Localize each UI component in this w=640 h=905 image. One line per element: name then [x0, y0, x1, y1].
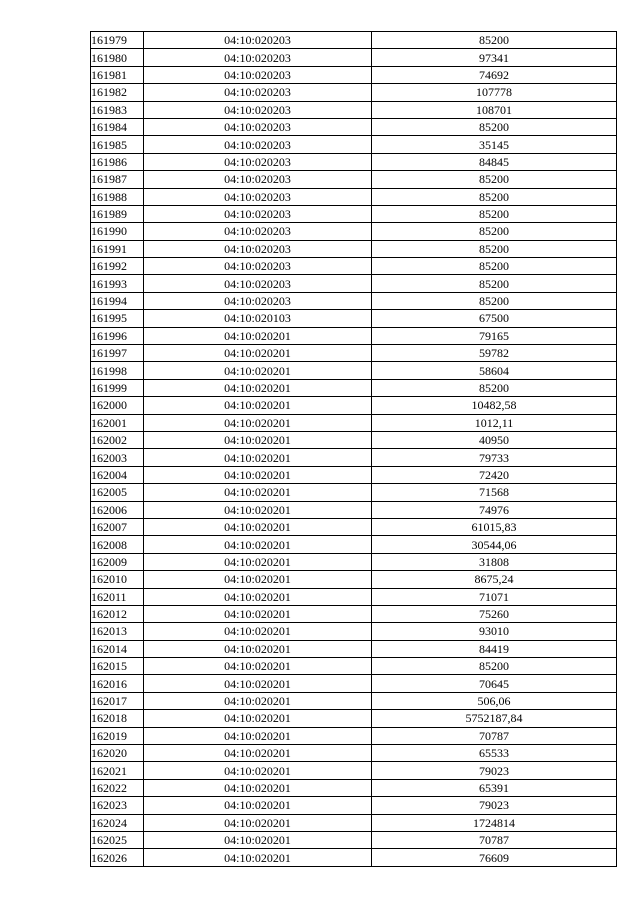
table-row — [91, 623, 617, 640]
row-id-cell: 161999 — [91, 379, 144, 396]
table-row — [91, 379, 617, 396]
table-row — [91, 710, 617, 727]
row-id-cell: 161992 — [91, 258, 144, 275]
value-cell: 97341 — [372, 49, 617, 66]
cadastral-code-cell: 04:10:020201 — [144, 831, 372, 848]
value-cell: 79165 — [372, 327, 617, 344]
cadastral-code-cell: 04:10:020201 — [144, 553, 372, 570]
row-id-cell: 162005 — [91, 484, 144, 501]
row-id-cell: 162015 — [91, 658, 144, 675]
value-cell: 85200 — [372, 258, 617, 275]
value-cell: 85200 — [372, 171, 617, 188]
table-row — [91, 814, 617, 831]
row-id-cell: 162010 — [91, 571, 144, 588]
row-id-cell: 161983 — [91, 101, 144, 118]
cadastral-code-cell: 04:10:020203 — [144, 49, 372, 66]
row-id-cell: 161981 — [91, 66, 144, 83]
value-cell: 74692 — [372, 66, 617, 83]
cadastral-code-cell: 04:10:020203 — [144, 275, 372, 292]
row-id-cell: 161996 — [91, 327, 144, 344]
table-row — [91, 136, 617, 153]
cadastral-code-cell: 04:10:020201 — [144, 466, 372, 483]
row-id-cell: 162002 — [91, 431, 144, 448]
cadastral-code-cell: 04:10:020203 — [144, 66, 372, 83]
row-id-cell: 162006 — [91, 501, 144, 518]
cadastral-code-cell: 04:10:020201 — [144, 797, 372, 814]
data-table — [90, 31, 617, 867]
table-row — [91, 466, 617, 483]
table-row — [91, 449, 617, 466]
cadastral-code-cell: 04:10:020201 — [144, 605, 372, 622]
row-id-cell: 162020 — [91, 745, 144, 762]
value-cell: 65533 — [372, 745, 617, 762]
value-cell: 70787 — [372, 727, 617, 744]
row-id-cell: 161991 — [91, 240, 144, 257]
table-row — [91, 849, 617, 866]
table-row — [91, 692, 617, 709]
value-cell: 79023 — [372, 797, 617, 814]
table-row — [91, 153, 617, 170]
table-row — [91, 797, 617, 814]
table-row — [91, 275, 617, 292]
value-cell: 79023 — [372, 762, 617, 779]
value-cell: 65391 — [372, 779, 617, 796]
cadastral-code-cell: 04:10:020203 — [144, 188, 372, 205]
cadastral-code-cell: 04:10:020201 — [144, 640, 372, 657]
cadastral-code-cell: 04:10:020201 — [144, 692, 372, 709]
row-id-cell: 161989 — [91, 205, 144, 222]
value-cell: 30544,06 — [372, 536, 617, 553]
cadastral-code-cell: 04:10:020203 — [144, 171, 372, 188]
cadastral-code-cell: 04:10:020203 — [144, 223, 372, 240]
cadastral-code-cell: 04:10:020203 — [144, 240, 372, 257]
table-row — [91, 588, 617, 605]
row-id-cell: 162017 — [91, 692, 144, 709]
value-cell: 85200 — [372, 379, 617, 396]
row-id-cell: 162013 — [91, 623, 144, 640]
row-id-cell: 161984 — [91, 118, 144, 135]
table-row — [91, 258, 617, 275]
value-cell: 107778 — [372, 84, 617, 101]
table-row — [91, 66, 617, 83]
cadastral-code-cell: 04:10:020201 — [144, 849, 372, 866]
table-row — [91, 831, 617, 848]
table-row — [91, 658, 617, 675]
value-cell: 75260 — [372, 605, 617, 622]
row-id-cell: 161979 — [91, 32, 144, 49]
row-id-cell: 161986 — [91, 153, 144, 170]
table-row — [91, 501, 617, 518]
cadastral-code-cell: 04:10:020201 — [144, 518, 372, 535]
table-row — [91, 414, 617, 431]
cadastral-code-cell: 04:10:020201 — [144, 414, 372, 431]
table-row — [91, 205, 617, 222]
table-row — [91, 101, 617, 118]
row-id-cell: 161997 — [91, 345, 144, 362]
value-cell: 58604 — [372, 362, 617, 379]
value-cell: 31808 — [372, 553, 617, 570]
cadastral-code-cell: 04:10:020201 — [144, 397, 372, 414]
value-cell: 85200 — [372, 240, 617, 257]
value-cell: 59782 — [372, 345, 617, 362]
table-row — [91, 310, 617, 327]
value-cell: 85200 — [372, 223, 617, 240]
value-cell: 85200 — [372, 188, 617, 205]
cadastral-code-cell: 04:10:020203 — [144, 118, 372, 135]
table-row — [91, 32, 617, 49]
table-row — [91, 727, 617, 744]
cadastral-code-cell: 04:10:020201 — [144, 745, 372, 762]
table-row — [91, 605, 617, 622]
row-id-cell: 162018 — [91, 710, 144, 727]
row-id-cell: 161987 — [91, 171, 144, 188]
cadastral-code-cell: 04:10:020103 — [144, 310, 372, 327]
value-cell: 506,06 — [372, 692, 617, 709]
value-cell: 84419 — [372, 640, 617, 657]
table-body — [91, 32, 617, 867]
cadastral-code-cell: 04:10:020203 — [144, 153, 372, 170]
value-cell: 71071 — [372, 588, 617, 605]
table-row — [91, 762, 617, 779]
cadastral-code-cell: 04:10:020201 — [144, 571, 372, 588]
row-id-cell: 161982 — [91, 84, 144, 101]
row-id-cell: 162024 — [91, 814, 144, 831]
row-id-cell: 162008 — [91, 536, 144, 553]
table-row — [91, 571, 617, 588]
table-row — [91, 188, 617, 205]
row-id-cell: 162026 — [91, 849, 144, 866]
value-cell: 1012,11 — [372, 414, 617, 431]
table-row — [91, 292, 617, 309]
table-row — [91, 223, 617, 240]
row-id-cell: 162003 — [91, 449, 144, 466]
row-id-cell: 161998 — [91, 362, 144, 379]
table-row — [91, 49, 617, 66]
cadastral-code-cell: 04:10:020201 — [144, 431, 372, 448]
table-row — [91, 675, 617, 692]
cadastral-code-cell: 04:10:020201 — [144, 779, 372, 796]
row-id-cell: 162001 — [91, 414, 144, 431]
value-cell: 85200 — [372, 292, 617, 309]
row-id-cell: 162025 — [91, 831, 144, 848]
row-id-cell: 162012 — [91, 605, 144, 622]
table-row — [91, 118, 617, 135]
value-cell: 10482,58 — [372, 397, 617, 414]
row-id-cell: 161993 — [91, 275, 144, 292]
table-row — [91, 484, 617, 501]
row-id-cell: 161988 — [91, 188, 144, 205]
value-cell: 40950 — [372, 431, 617, 448]
value-cell: 108701 — [372, 101, 617, 118]
cadastral-code-cell: 04:10:020201 — [144, 362, 372, 379]
value-cell: 93010 — [372, 623, 617, 640]
cadastral-code-cell: 04:10:020201 — [144, 501, 372, 518]
row-id-cell: 161995 — [91, 310, 144, 327]
value-cell: 85200 — [372, 205, 617, 222]
value-cell: 71568 — [372, 484, 617, 501]
cadastral-code-cell: 04:10:020203 — [144, 136, 372, 153]
cadastral-code-cell: 04:10:020201 — [144, 536, 372, 553]
row-id-cell: 162011 — [91, 588, 144, 605]
table-row — [91, 362, 617, 379]
cadastral-code-cell: 04:10:020203 — [144, 258, 372, 275]
table-row — [91, 431, 617, 448]
cadastral-code-cell: 04:10:020201 — [144, 449, 372, 466]
value-cell: 61015,83 — [372, 518, 617, 535]
value-cell: 5752187,84 — [372, 710, 617, 727]
cadastral-code-cell: 04:10:020201 — [144, 623, 372, 640]
value-cell: 70787 — [372, 831, 617, 848]
value-cell: 70645 — [372, 675, 617, 692]
row-id-cell: 162021 — [91, 762, 144, 779]
cadastral-code-cell: 04:10:020201 — [144, 327, 372, 344]
cadastral-code-cell: 04:10:020201 — [144, 762, 372, 779]
value-cell: 85200 — [372, 32, 617, 49]
cadastral-code-cell: 04:10:020201 — [144, 675, 372, 692]
row-id-cell: 162007 — [91, 518, 144, 535]
cadastral-code-cell: 04:10:020201 — [144, 658, 372, 675]
cadastral-code-cell: 04:10:020201 — [144, 814, 372, 831]
row-id-cell: 161990 — [91, 223, 144, 240]
row-id-cell: 161980 — [91, 49, 144, 66]
value-cell: 1724814 — [372, 814, 617, 831]
table-row — [91, 327, 617, 344]
row-id-cell: 162004 — [91, 466, 144, 483]
cadastral-code-cell: 04:10:020201 — [144, 484, 372, 501]
table-row — [91, 745, 617, 762]
value-cell: 67500 — [372, 310, 617, 327]
row-id-cell: 162014 — [91, 640, 144, 657]
cadastral-code-cell: 04:10:020201 — [144, 710, 372, 727]
value-cell: 35145 — [372, 136, 617, 153]
value-cell: 84845 — [372, 153, 617, 170]
table-row — [91, 640, 617, 657]
value-cell: 76609 — [372, 849, 617, 866]
cadastral-code-cell: 04:10:020203 — [144, 292, 372, 309]
table-row — [91, 171, 617, 188]
row-id-cell: 162022 — [91, 779, 144, 796]
value-cell: 8675,24 — [372, 571, 617, 588]
value-cell: 72420 — [372, 466, 617, 483]
table-row — [91, 84, 617, 101]
row-id-cell: 162023 — [91, 797, 144, 814]
cadastral-code-cell: 04:10:020203 — [144, 84, 372, 101]
row-id-cell: 162016 — [91, 675, 144, 692]
value-cell: 74976 — [372, 501, 617, 518]
row-id-cell: 162000 — [91, 397, 144, 414]
cadastral-code-cell: 04:10:020201 — [144, 588, 372, 605]
table-row — [91, 518, 617, 535]
row-id-cell: 161994 — [91, 292, 144, 309]
row-id-cell: 162009 — [91, 553, 144, 570]
value-cell: 85200 — [372, 658, 617, 675]
value-cell: 79733 — [372, 449, 617, 466]
row-id-cell: 162019 — [91, 727, 144, 744]
row-id-cell: 161985 — [91, 136, 144, 153]
table-row — [91, 397, 617, 414]
cadastral-code-cell: 04:10:020203 — [144, 101, 372, 118]
table-row — [91, 536, 617, 553]
table-row — [91, 553, 617, 570]
cadastral-code-cell: 04:10:020201 — [144, 379, 372, 396]
value-cell: 85200 — [372, 275, 617, 292]
cadastral-code-cell: 04:10:020203 — [144, 32, 372, 49]
table-row — [91, 779, 617, 796]
value-cell: 85200 — [372, 118, 617, 135]
cadastral-code-cell: 04:10:020201 — [144, 727, 372, 744]
table-row — [91, 240, 617, 257]
cadastral-code-cell: 04:10:020203 — [144, 205, 372, 222]
table-row — [91, 345, 617, 362]
cadastral-code-cell: 04:10:020201 — [144, 345, 372, 362]
